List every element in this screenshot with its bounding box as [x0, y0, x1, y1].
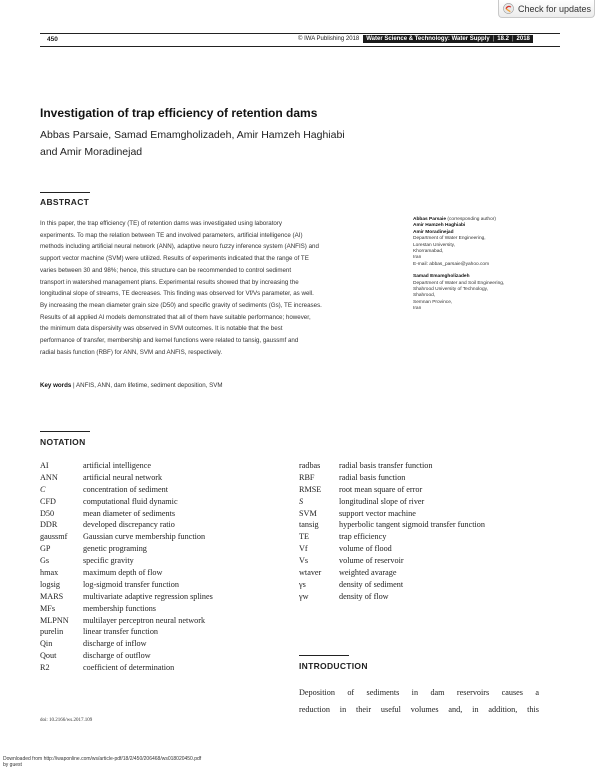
table-row	[299, 485, 485, 497]
separator: |	[511, 36, 514, 42]
table-row	[40, 556, 213, 568]
notation-definition: linear transfer function	[83, 627, 159, 637]
introduction-line: Deposition of sediments in dam reservoirs causes a	[299, 688, 539, 697]
download-guest: by guest	[3, 762, 22, 768]
notation-symbol: wtaver	[299, 568, 322, 578]
affiliation-line: Lorestan University,	[413, 242, 456, 248]
notation-definition: radial basis transfer function	[339, 461, 433, 470]
notation-symbol: MARS	[40, 591, 64, 601]
email-link[interactable]: E-mail: abbas_parsaie@yahoo.com	[413, 261, 490, 267]
notation-definition: genetic programing	[83, 544, 147, 554]
table-row	[299, 532, 485, 544]
journal-year: 2018	[516, 36, 530, 42]
page-number: 450	[47, 36, 58, 43]
notation-definition: discharge of inflow	[83, 639, 147, 649]
doi-text: doi: 10.2166/ws.2017.109	[40, 718, 93, 723]
introduction-heading: INTRODUCTION	[299, 661, 368, 671]
notation-symbol: ANN	[40, 472, 58, 482]
notation-symbol: purelin	[40, 627, 64, 637]
authors-line: Abbas Parsaie, Samad Emamgholizadeh, Amir Hamzeh Haghiabi	[40, 129, 345, 141]
table-row	[299, 580, 485, 592]
notation-definition: Gaussian curve membership function	[83, 532, 206, 542]
notation-symbol: Vs	[299, 556, 309, 566]
table-row	[40, 663, 213, 675]
header-bottom-rule	[40, 46, 560, 47]
affiliations	[413, 217, 563, 313]
notation-symbol: logsig	[40, 579, 61, 589]
table-row	[299, 461, 485, 473]
notation-definition: longitudinal slope of river	[339, 496, 425, 506]
section-rule	[40, 192, 90, 193]
journal-name: Water Science & Technology: Water Supply	[366, 36, 490, 42]
affiliation-line: Semnan Province,	[413, 299, 453, 305]
table-row	[299, 497, 485, 509]
table-row	[40, 509, 213, 521]
keywords	[40, 382, 400, 389]
notation-definition: maximum depth of flow	[83, 568, 163, 578]
notation-definition: support vector machine	[339, 508, 416, 518]
notation-definition: volume of reservoir	[339, 556, 404, 566]
section-rule	[40, 431, 90, 432]
abstract-line: experiments. To map the relation between TE and involved parameters, artificial intelligence (AI)	[40, 231, 303, 239]
notation-definition: trap efficiency	[339, 532, 387, 542]
author-name: Abbas Parsaie	[413, 217, 447, 222]
author-role: (corresponding author)	[447, 217, 496, 222]
table-row	[40, 627, 213, 639]
notation-symbol: MLPNN	[40, 615, 69, 625]
notation-definition: coefficient of determination	[83, 663, 175, 673]
abstract-heading: ABSTRACT	[40, 197, 90, 207]
notation-symbol: C	[40, 484, 46, 494]
keywords-list: ANFIS, ANN, dam lifetime, sediment deposition, SVM	[76, 382, 223, 389]
notation-definition: multilayer perceptron neural network	[83, 615, 206, 625]
notation-symbol: D50	[40, 508, 55, 518]
affiliation-line: Department of Water Engineering,	[413, 236, 486, 242]
header-top-rule	[40, 33, 560, 34]
notation-symbol: gaussmf	[40, 532, 68, 542]
table-row	[40, 497, 213, 509]
notation-definition: hyperbolic tangent sigmoid transfer function	[339, 520, 485, 530]
table-row	[40, 639, 213, 651]
author-name: Samad Emamgholizadeh	[413, 274, 470, 280]
notation-symbol: R2	[40, 663, 50, 673]
table-row	[299, 544, 485, 556]
authors-line: and Amir Moradinejad	[40, 146, 143, 158]
notation-symbol: TE	[299, 532, 310, 542]
author-list	[40, 127, 400, 161]
check-for-updates-button[interactable]	[498, 0, 595, 18]
table-row	[40, 544, 213, 556]
publisher-label: © IWA Publishing 2018	[298, 36, 360, 42]
abstract-line: By increasing the mean diameter grain size (D50) and specific gravity of sediments (Gs), TE increases.	[40, 301, 322, 309]
table-row	[40, 532, 213, 544]
table-row	[299, 520, 485, 532]
table-row	[299, 568, 485, 580]
notation-symbol: Gs	[40, 556, 50, 566]
table-row	[40, 580, 213, 592]
notation-table-left	[40, 461, 213, 675]
notation-symbol: RBF	[299, 472, 315, 482]
notation-symbol: hmax	[40, 568, 59, 578]
notation-definition: computational fluid dynamic	[83, 496, 178, 506]
abstract-line: varies between 30 and 98%; hence, this structure can be recommended to control sediment	[40, 266, 292, 274]
notation-definition: specific gravity	[83, 556, 134, 566]
notation-definition: root mean square of error	[339, 484, 423, 494]
separator: |	[492, 36, 495, 42]
notation-definition: concentration of sediment	[83, 484, 169, 494]
notation-symbol: γw	[299, 591, 309, 601]
notation-symbol: RMSE	[299, 484, 322, 494]
notation-symbol: Vf	[299, 544, 308, 554]
notation-definition: density of sediment	[339, 579, 404, 589]
table-row	[299, 556, 485, 568]
table-row	[40, 485, 213, 497]
notation-definition: multivariate adaptive regression splines	[83, 591, 213, 601]
notation-symbol: Qout	[40, 651, 57, 661]
notation-definition: radial basis function	[339, 472, 406, 482]
journal-bar	[363, 35, 533, 43]
notation-symbol: GP	[40, 544, 51, 554]
table-row	[40, 604, 213, 616]
notation-definition: artificial neural network	[83, 472, 163, 482]
notation-symbol: MFs	[40, 603, 56, 613]
table-row	[40, 520, 213, 532]
abstract-line: support vector machine (SVM) were utilized. Results of experiments indicated that the range of TE	[40, 255, 309, 263]
notation-symbol: CFD	[40, 496, 56, 506]
notation-definition: density of flow	[339, 591, 389, 601]
abstract-line: transport in watershed management plans. Experimental results showed that by increasing the	[40, 278, 299, 286]
abstract-line: radial basis function (RBF) for ANN, SVM and ANFIS, respectively.	[40, 348, 223, 356]
notation-symbol: tansig	[299, 520, 319, 530]
notation-symbol: DDR	[40, 520, 58, 530]
notation-symbol: radbas	[299, 461, 321, 470]
abstract-body	[40, 218, 398, 358]
table-row	[40, 568, 213, 580]
notation-symbol: AI	[40, 461, 49, 470]
check-for-updates-label: Check for updates	[518, 3, 592, 14]
affiliation-line: Khorramabad,	[413, 249, 444, 255]
notation-heading: NOTATION	[40, 437, 86, 447]
notation-definition: developed discrepancy ratio	[83, 520, 175, 530]
notation-symbol: S	[299, 496, 304, 506]
abstract-line: methods including artificial neural network (ANN), adaptive neuro fuzzy inference system (ANFIS) and	[40, 243, 319, 251]
table-row	[40, 473, 213, 485]
introduction-line: reduction in their useful volumes and, in addition, this	[299, 705, 539, 714]
abstract-line: longitudinal slope of streams, TE decreases. This finding was observed for Vf/Vs parameter, as well.	[40, 290, 314, 298]
notation-definition: weighted avarage	[339, 568, 397, 578]
keywords-label: Key words	[40, 382, 72, 389]
abstract-line: In this paper, the trap efficiency (TE) of retention dams was investigated using laboratory	[40, 220, 283, 227]
running-header	[298, 35, 533, 43]
table-row	[40, 592, 213, 604]
table-row	[299, 592, 485, 604]
notation-symbol: γs	[299, 579, 306, 589]
affiliation-line: Iran	[413, 306, 422, 312]
download-url[interactable]: Downloaded from http://iwaponline.com/ws/article-pdf/18/2/450/206468/ws018020450.pdf	[3, 756, 202, 762]
table-row	[299, 473, 485, 485]
separator: |	[73, 382, 77, 389]
notation-definition: artificial intelligence	[83, 461, 151, 470]
abstract-line: performance of transfer, membership and kernel functions were related to tansig, gaussmf and	[40, 337, 299, 345]
abstract-line: Results of all applied AI models demonstrated that all of them have suitable performance; however,	[40, 313, 311, 321]
affiliation-line: Iran	[413, 255, 422, 261]
abstract-line: the minimum data dispersivity was observed in SVM outcomes. It is notable that the best	[40, 325, 283, 333]
notation-definition: membership functions	[83, 603, 156, 613]
table-row	[40, 461, 213, 473]
table-row	[299, 509, 485, 521]
author-name: Amir Moradinejad	[413, 229, 454, 235]
update-icon	[503, 3, 514, 14]
notation-table-right	[299, 461, 485, 604]
table-row	[40, 616, 213, 628]
article-title: Investigation of trap efficiency of retention dams	[40, 106, 318, 120]
affiliation-line: Shahrood University of Technology,	[413, 287, 489, 293]
journal-volume: 18.2	[497, 36, 509, 42]
table-row	[40, 651, 213, 663]
notation-symbol: Qin	[40, 639, 53, 649]
notation-definition: volume of flood	[339, 544, 392, 554]
affiliation-line: Shahrood,	[413, 293, 436, 299]
notation-symbol: SVM	[299, 508, 317, 518]
affiliation-line: Department of Water and Soil Engineering,	[413, 280, 505, 286]
author-name: Amir Hamzeh Haghiabi	[413, 223, 466, 229]
download-notice	[3, 756, 201, 768]
notation-definition: discharge of outflow	[83, 651, 151, 661]
introduction-body	[299, 684, 539, 718]
notation-definition: mean diameter of sediments	[83, 508, 176, 518]
notation-definition: log-sigmoid transfer function	[83, 579, 179, 589]
section-rule	[299, 655, 349, 656]
